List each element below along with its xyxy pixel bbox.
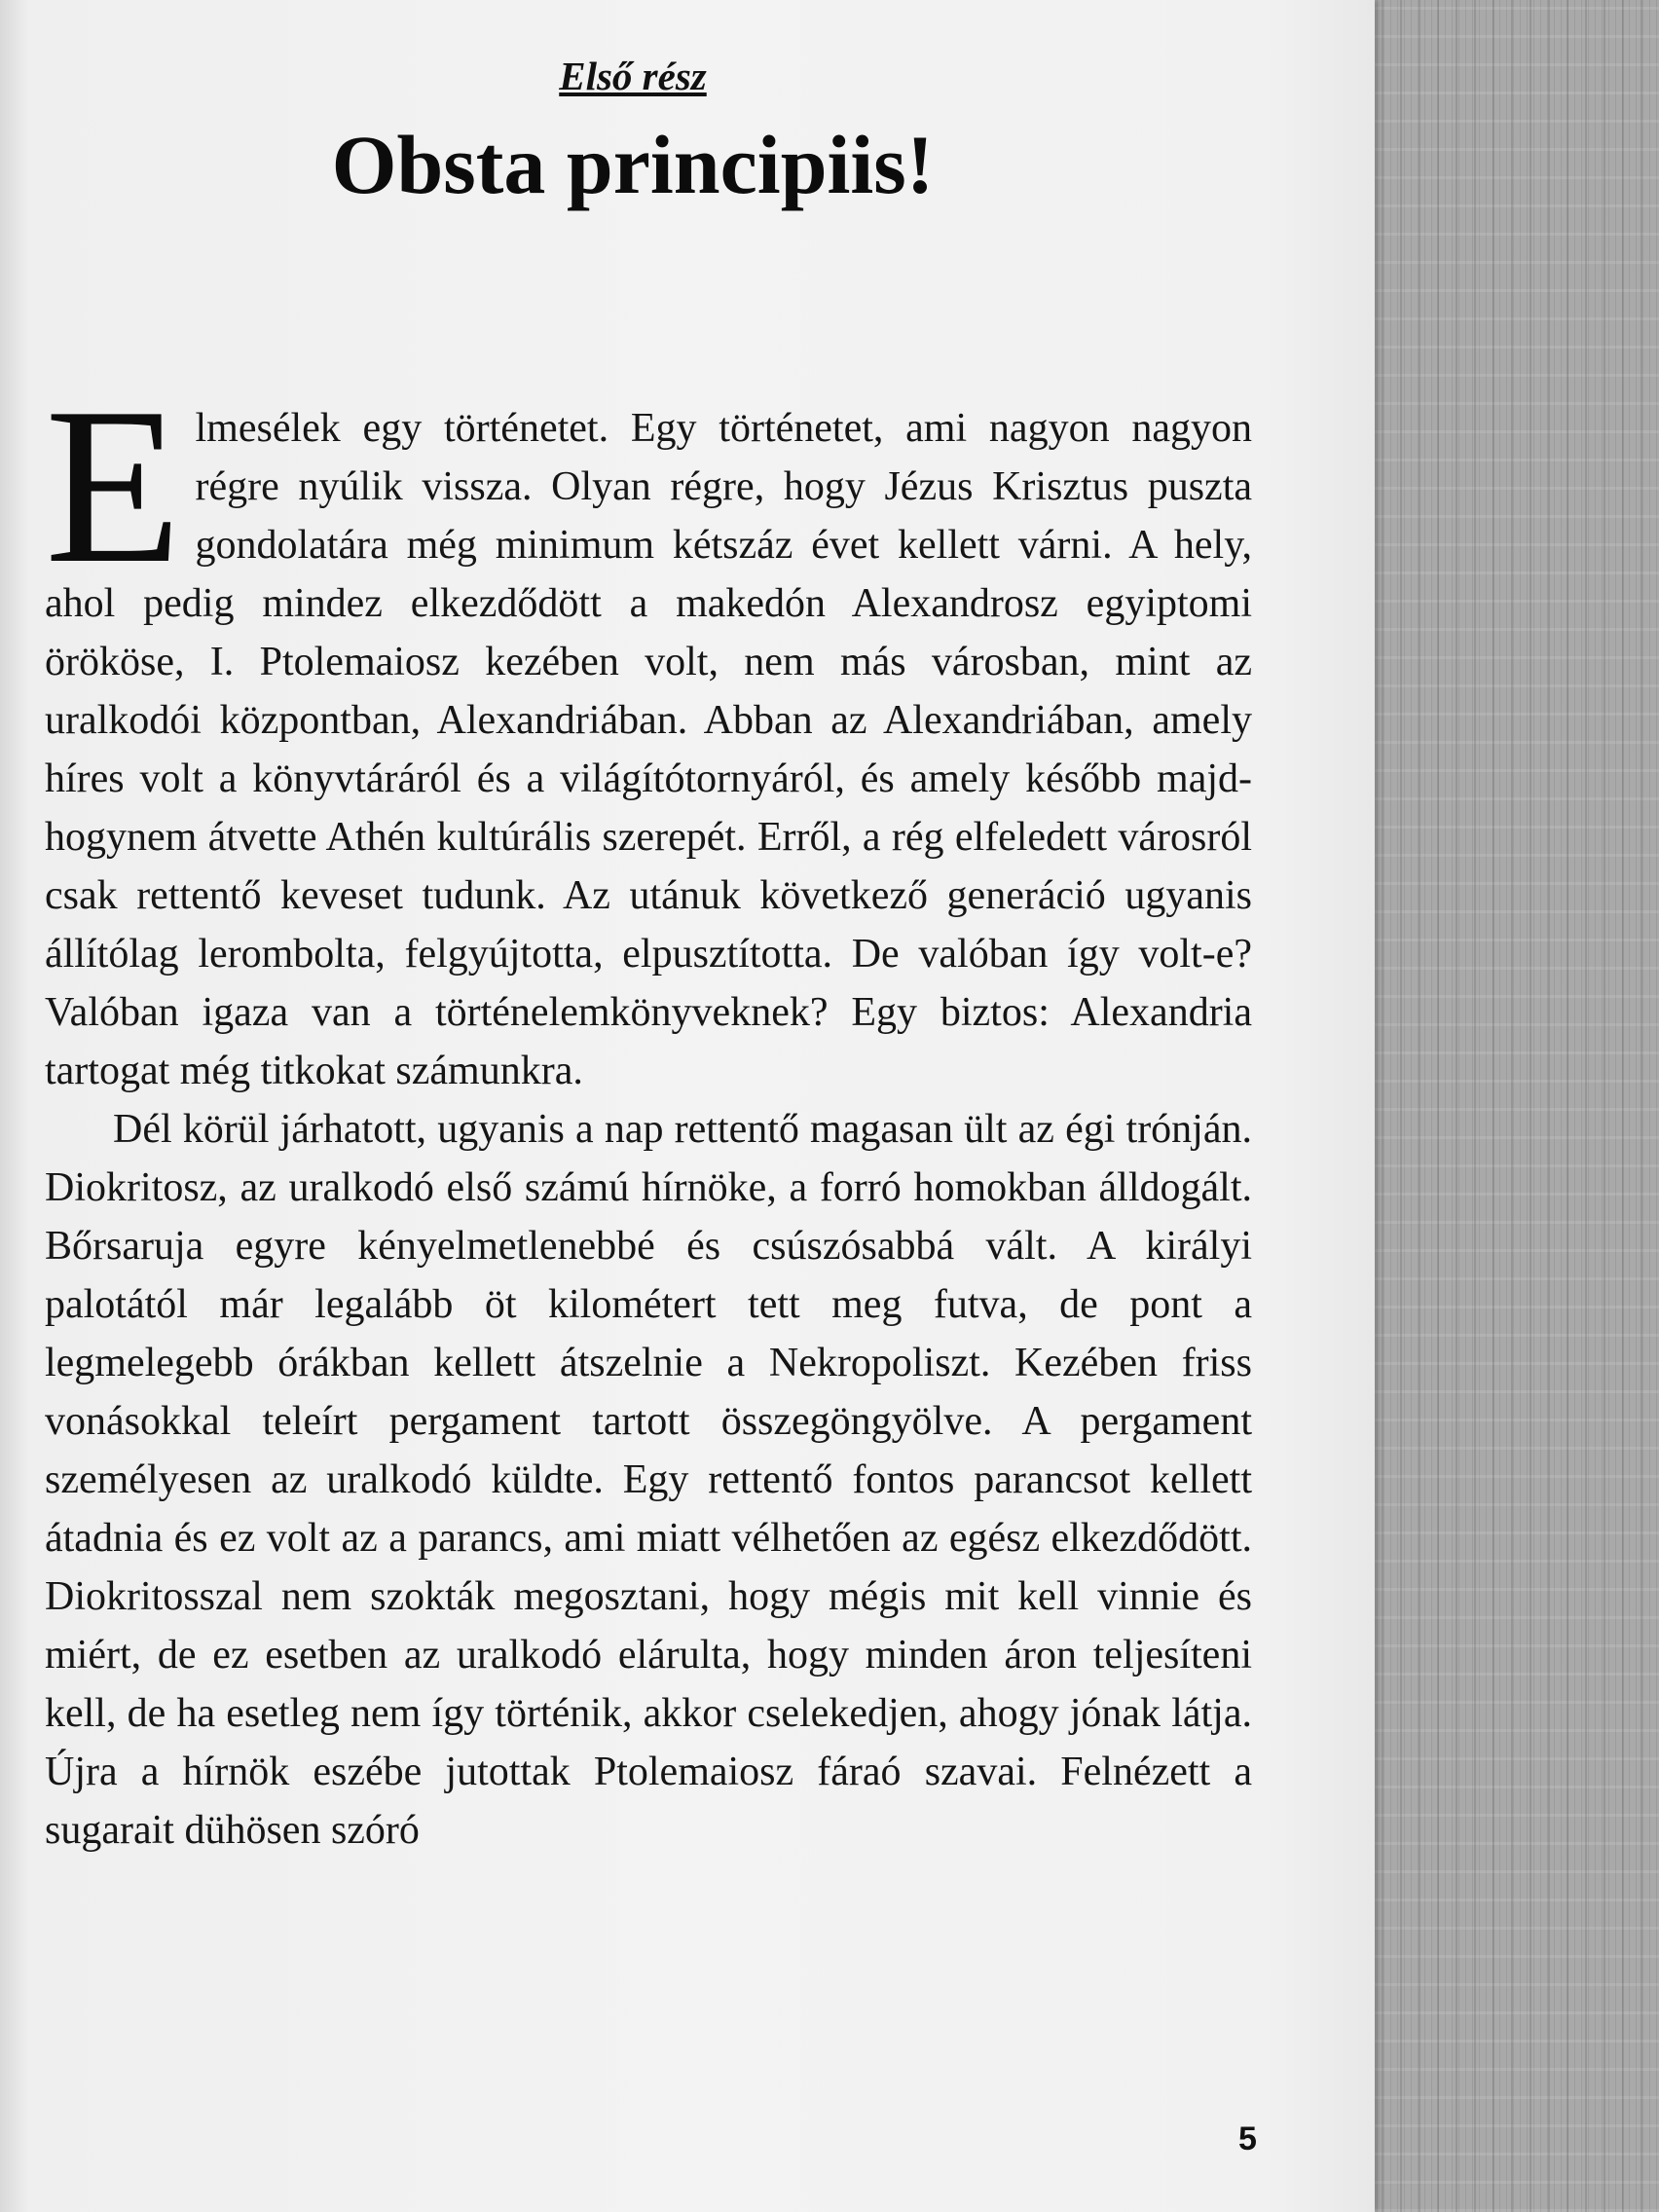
page-number: 5 [1238,2120,1257,2157]
part-label: Első rész [559,54,707,98]
body-text [45,361,1252,1860]
drop-cap: E [45,361,182,609]
paragraph-2: Dél körül járhatott, ugyanis a nap rettentő magasan ült az égi trónján. Diokritosz, az uralkodó első számú hírnöke, a forró homokban álldogált. Bőrsaruja egyre kényelmetlenebbé és csúszósabbá vált. A királyi palotától már legalább öt kilométert tett meg futva, de pont a legmelegebb órákban kellett átszelnie a Nekropoliszt. Kezében friss vonásokkal teleírt pergament tartott összegöngyölve. A pergament személyesen az uralkodó küldte. Egy rettentő fontos parancsot kellett átadnia és ez volt az a parancs, ami miatt vélhetően az egész elkezdődött. Diokritosszal nem szokták megosztani, hogy mégis mit kell vinnie és miért, de ez esetben az uralkodó elárulta, hogy minden áron teljesíteni kell, de ha esetleg nem így történik, akkor cselekedjen, ahogy jónak látja. Újra a hírnök eszébe jutottak Ptolemaiosz fáraó szavai. Felnézett a sugarait dühösen szóró [45,1107,1252,1853]
paragraph-1-text: lmesélek egy történetet. Egy történetet, ami nagyon nagyon régre nyúlik vissza. Olyan régre, hogy Jézus Krisztus puszta gondolatára még minimum kétszáz évet kellett várni. A hely, ahol pedig mindez elkezdődött a makedón Alexandrosz egyiptomi örököse, I. Ptolemaiosz kezében volt, nem más városban, mint az uralkodói központban, Alexandriában. Abban az Alexandriában, amely híres volt a könyvtáráról és a világítótornyáról, és amely később majdhogynem átvette Athén kultúrális szerepét. Erről, a rég elfeledett városról csak rettentő keveset tudunk. Az utánuk következő generáció ugyanis állítólag lerombolta, felgyújtotta, elpusztította. De valóban így volt-e? Valóban igaza van a történelemkönyveknek? Egy biztos: Alexandria tartogat még titkokat számunkra. [45,406,1252,1093]
chapter-title: Obsta principiis! [331,118,935,211]
show-through-text [39,58,1256,409]
paragraph-1 [45,361,1252,1100]
background-surface [1363,0,1659,2212]
